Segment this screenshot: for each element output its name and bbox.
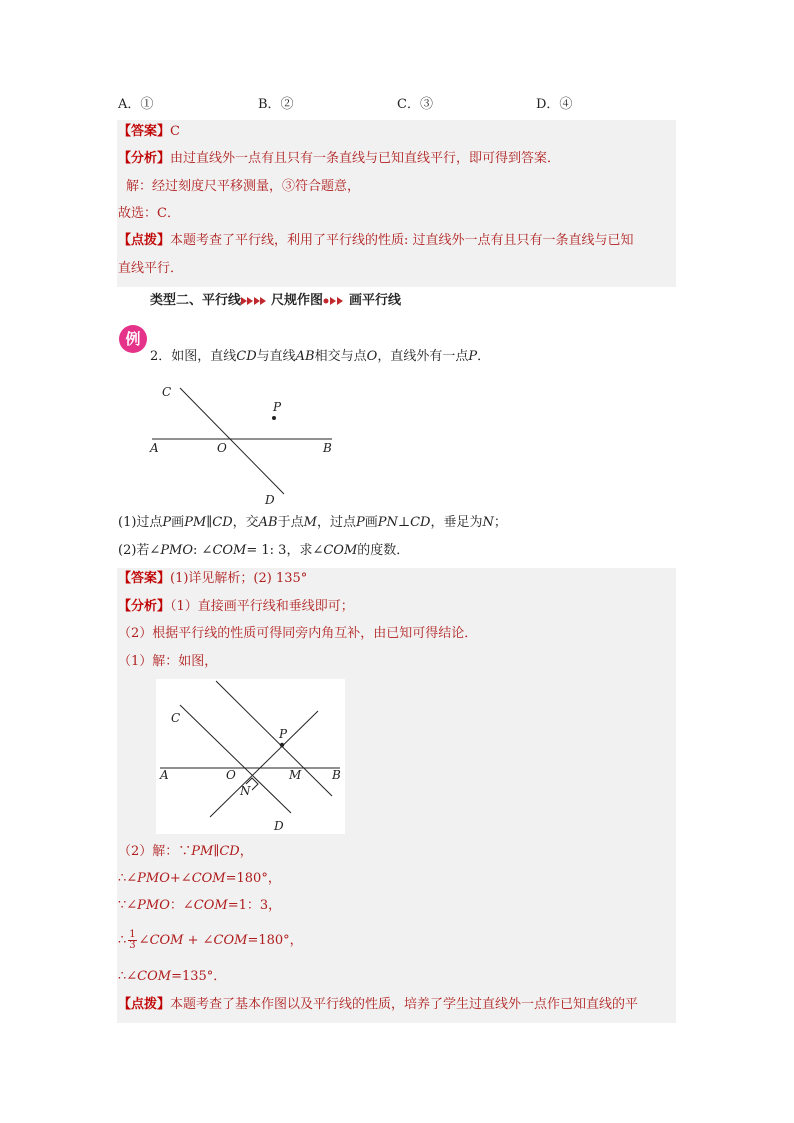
sol-text: ∠ xyxy=(138,933,150,948)
label-p: P xyxy=(279,727,288,741)
sol-var: COM xyxy=(149,933,184,948)
q1-answer-line xyxy=(118,121,180,143)
q1-solution-line: 解：经过刻度尺平移测量，③符合题意， xyxy=(126,179,361,194)
figure-2 xyxy=(156,679,345,834)
tip-tag: 【点拨】 xyxy=(118,997,171,1012)
figure-1 xyxy=(140,378,350,508)
fraction-one-third xyxy=(128,930,136,951)
sol-text: + ∠ xyxy=(183,933,214,948)
label-o: O xyxy=(217,441,227,455)
part-var: N xyxy=(482,515,494,530)
q1-analysis-line xyxy=(118,148,560,170)
sol-var: COM xyxy=(193,898,228,913)
part-text: (1)过点 xyxy=(118,515,163,530)
stem-ab: AB xyxy=(295,349,315,364)
choice-a[interactable]: A．① xyxy=(118,97,154,112)
analysis-tag: 【分析】 xyxy=(118,151,171,166)
q2-solution-3 xyxy=(118,868,281,890)
q2-answer-line xyxy=(118,568,307,590)
sol-var: PMO xyxy=(137,898,170,913)
line-cd xyxy=(180,388,284,494)
label-c: C xyxy=(171,711,181,725)
label-p: P xyxy=(273,400,282,414)
q2-solution-1: （1）解：如图， xyxy=(118,654,218,669)
part-text: ⊥ xyxy=(397,515,411,530)
choices-row xyxy=(0,94,794,116)
part-text: ，交 xyxy=(232,515,259,530)
q1-tip-line-2: 直线平行． xyxy=(118,261,184,276)
q2-analysis-line-1 xyxy=(118,596,354,618)
part-var: CD xyxy=(212,515,233,530)
answer-tag: 【答案】 xyxy=(118,124,171,139)
answer-value: (1)详见解析；(2) 135° xyxy=(170,571,308,586)
q2-stem xyxy=(150,346,490,368)
tip-text: 本题考查了基本作图以及平行线的性质，培养了学生过直线外一点作已知直线的平 xyxy=(170,997,639,1012)
part-var: P xyxy=(355,515,365,530)
part-var: PMO xyxy=(160,543,194,558)
choice-b[interactable]: B．② xyxy=(258,97,294,112)
sol-var: CD xyxy=(219,844,240,859)
q2-solution-5 xyxy=(118,926,303,956)
q2-solution-2 xyxy=(118,841,253,863)
answer-value: C xyxy=(170,124,180,139)
label-c: C xyxy=(162,385,172,399)
q2-analysis-line-2: （2）根据平行线的性质可得同旁内角互补，由已知可得结论． xyxy=(118,626,478,641)
analysis-text: （1）直接画平行线和垂线即可； xyxy=(170,599,354,614)
label-o: O xyxy=(226,768,236,782)
label-n: N xyxy=(240,784,251,798)
stem-text: ． xyxy=(477,349,491,364)
part-var: AB xyxy=(258,515,278,530)
sol-text: ∴ xyxy=(118,933,127,948)
sol-text: +∠ xyxy=(169,871,192,886)
label-b: B xyxy=(332,768,341,782)
q1-conclusion: 故选：C． xyxy=(118,206,180,221)
sol-text: ∴∠ xyxy=(118,871,138,886)
part-var: COM xyxy=(323,543,358,558)
part-text: = 1: 3，求∠ xyxy=(246,543,324,558)
part-text: ∥ xyxy=(206,515,213,530)
answer-tag: 【答案】 xyxy=(118,571,171,586)
sol-var: COM xyxy=(191,871,226,886)
point-p xyxy=(272,416,276,420)
q2-tip-line xyxy=(118,994,638,1016)
label-b: B xyxy=(323,441,332,455)
part-text: (2)若∠ xyxy=(118,543,161,558)
stem-o: O xyxy=(366,349,378,364)
part-text: ，垂足为 xyxy=(430,515,483,530)
label-a: A xyxy=(160,768,169,782)
stem-text: 相交与点 xyxy=(314,349,367,364)
part-text: 于点 xyxy=(277,515,304,530)
section-title-part-1: 类型二、平行线 xyxy=(150,293,242,308)
sol-text: ：∠ xyxy=(169,898,194,913)
stem-p: P xyxy=(468,349,478,364)
q2-part-2 xyxy=(118,540,409,562)
part-text: 画 xyxy=(171,515,185,530)
example-badge-label: 例 xyxy=(125,330,141,348)
section-title-part-3: 画平行线 xyxy=(349,293,402,308)
part-text: 的度数． xyxy=(357,543,410,558)
q2-solution-6 xyxy=(118,966,226,988)
part-text: : ∠ xyxy=(193,543,213,558)
sol-text: =180°， xyxy=(247,933,303,948)
part-var: M xyxy=(303,515,317,530)
q2-part-1 xyxy=(118,512,507,534)
sol-text: ∵∠ xyxy=(118,898,138,913)
part-text: ； xyxy=(493,515,507,530)
sol-var: COM xyxy=(213,933,248,948)
section-title-part-2: 尺规作图 xyxy=(271,293,324,308)
section-title xyxy=(150,290,401,312)
choice-d[interactable]: D．④ xyxy=(536,97,573,112)
part-var: PN xyxy=(377,515,398,530)
double-arrow-icon xyxy=(241,296,271,306)
sol-text: ∴∠ xyxy=(118,969,138,984)
choice-c[interactable]: C．③ xyxy=(397,97,433,112)
stem-text: 与直线 xyxy=(256,349,296,364)
sol-text: =180°， xyxy=(225,871,281,886)
sol-text: ∥ xyxy=(213,844,220,859)
label-m: M xyxy=(289,768,302,782)
part-text: ，过点 xyxy=(316,515,356,530)
sol-var: PM xyxy=(191,844,214,859)
sol-text: =135°． xyxy=(171,969,227,984)
tip-text: 本题考查了平行线，利用了平行线的性质: 过直线外一点有且只有一条直线与已知 xyxy=(170,233,634,248)
sol-text: =1：3， xyxy=(227,898,282,913)
point-p xyxy=(280,743,284,747)
example-badge xyxy=(119,325,147,353)
figure-2-background xyxy=(156,679,345,834)
q1-tip-line-1 xyxy=(118,230,634,252)
analysis-tag: 【分析】 xyxy=(118,599,171,614)
part-var: PM xyxy=(184,515,207,530)
label-d: D xyxy=(274,819,284,833)
stem-text: 2．如图，直线 xyxy=(150,349,237,364)
part-var: CD xyxy=(410,515,431,530)
analysis-text: 由过直线外一点有且只有一条直线与已知直线平行，即可得到答案． xyxy=(170,151,561,166)
sol-var: COM xyxy=(137,969,172,984)
q1-answer-band xyxy=(117,120,676,287)
q2-solution-4 xyxy=(118,895,281,917)
label-d: D xyxy=(265,493,275,507)
sol-text: ， xyxy=(239,844,253,859)
stem-cd: CD xyxy=(236,349,257,364)
stem-text: ，直线外有一点 xyxy=(377,349,469,364)
arrow-icon xyxy=(323,296,349,306)
sol-text: （2）解：∵ xyxy=(118,844,192,859)
tip-tag: 【点拨】 xyxy=(118,233,171,248)
label-a: A xyxy=(150,441,159,455)
fraction-denominator: 3 xyxy=(129,940,136,951)
fraction-numerator: 1 xyxy=(129,929,136,940)
sol-var: PMO xyxy=(137,871,170,886)
part-var: COM xyxy=(212,543,247,558)
part-var: P xyxy=(162,515,172,530)
part-text: 画 xyxy=(364,515,378,530)
